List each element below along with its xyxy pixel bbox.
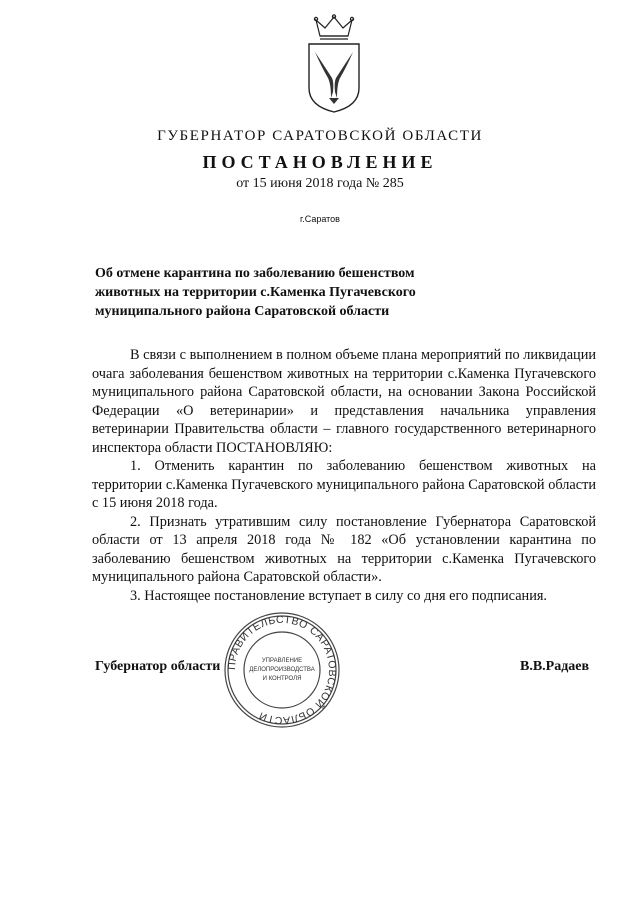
document-body: [92, 346, 596, 605]
signatory-name: В.В.Радаев: [520, 659, 590, 674]
svg-text:ПРАВИТЕЛЬСТВО САРАТОВСКОЙ ОБЛА: ПРАВИТЕЛЬСТВО САРАТОВСКОЙ ОБЛАСТИ: [225, 613, 339, 727]
issuing-authority: ГУБЕРНАТОР САРАТОВСКОЙ ОБЛАСТИ: [157, 128, 483, 144]
preamble-paragraph: В связи с выполнением в полном объеме плана мероприятий по ликвидации очага заболевания бешенством животных на территории с.Каменка Пугачевского муниципального района Саратовской области, на основании Закона Российской Федерации «О ветеринарии» и представления начальника управления ветеринарии Правительства области – главного государственного ветеринарного инспектора области ПОСТАНОВЛЯЮ:: [92, 347, 596, 456]
svg-text:И КОНТРОЛЯ: И КОНТРОЛЯ: [262, 676, 302, 682]
resolution-item-1: 1. Отменить карантин по заболеванию бешенством животных на территории с.Каменка Пугачевского муниципального района Саратовской области с 15 июня 2018 года.: [92, 458, 596, 511]
document-city: г.Саратов: [300, 214, 340, 224]
signatory-title: Губернатор области: [95, 659, 221, 674]
svg-text:ДЕЛОПРОИЗВОДСТВА: ДЕЛОПРОИЗВОДСТВА: [249, 667, 315, 673]
title-line: муниципального района Саратовской области: [95, 304, 390, 319]
resolution-item-3: 3. Настоящее постановление вступает в силу со дня его подписания.: [130, 587, 547, 604]
document-title: [95, 264, 475, 321]
document-type: ПОСТАНОВЛЕНИЕ: [202, 152, 438, 172]
title-line: Об отмене карантина по заболеванию бешенством: [95, 266, 415, 281]
saratov-coat-of-arms-icon: [303, 14, 365, 114]
document-date-number: от 15 июня 2018 года № 285: [236, 176, 404, 191]
resolution-item-2: 2. Признать утратившим силу постановление Губернатора Саратовской области от 13 апреля 2018 года № 182 «Об установлении карантина по заболеванию бешенством животных на территории с.Каменка Пугачевского муниципального района Саратовской области».: [92, 513, 596, 585]
svg-text:УПРАВЛЕНИЕ: УПРАВЛЕНИЕ: [261, 658, 303, 664]
title-line: животных на территории с.Каменка Пугачевского: [95, 285, 416, 300]
official-stamp-icon: [222, 610, 342, 730]
